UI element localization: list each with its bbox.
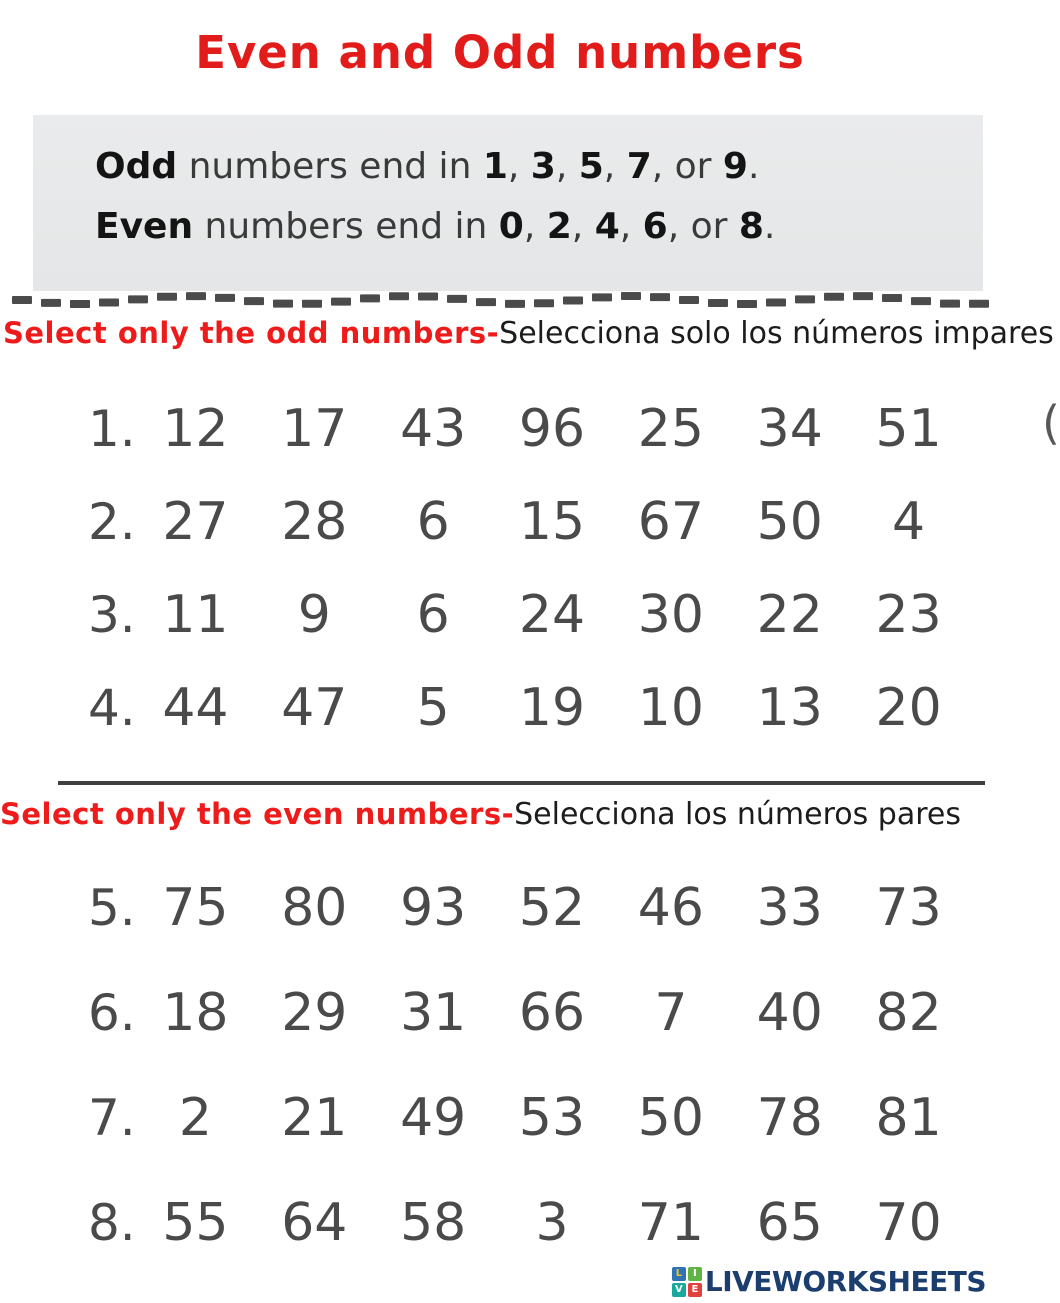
number-option[interactable]: 46 (637, 877, 704, 938)
number-option[interactable]: 21 (281, 1087, 348, 1148)
number-row (88, 568, 968, 661)
dash-mark (534, 299, 554, 307)
dash-mark (273, 300, 293, 308)
number-option[interactable]: 34 (756, 398, 823, 459)
instruction-even-spanish: Selecciona los números pares (514, 797, 961, 832)
number-option[interactable]: 47 (281, 677, 348, 738)
dash-mark (186, 292, 206, 300)
liveworksheets-icon (672, 1267, 702, 1297)
dash-mark (99, 299, 119, 307)
dash-mark (940, 300, 960, 308)
number-option[interactable]: 5 (416, 677, 450, 738)
number-option[interactable]: 75 (162, 877, 229, 938)
number-option[interactable]: 27 (162, 491, 229, 552)
odd-numbers-grid (88, 382, 1060, 754)
rules-box (33, 115, 983, 291)
number-option[interactable]: 93 (400, 877, 467, 938)
dash-mark (911, 297, 931, 305)
number-option[interactable]: 10 (637, 677, 704, 738)
number-option[interactable]: 28 (281, 491, 348, 552)
row-label: 6. (88, 983, 136, 1042)
row-label: 7. (88, 1088, 136, 1147)
number-option[interactable]: 44 (162, 677, 229, 738)
dash-mark (505, 300, 525, 308)
icon-letter-v: V (672, 1283, 686, 1297)
number-option[interactable]: 80 (281, 877, 348, 938)
page-title: Even and Odd numbers (195, 26, 805, 79)
dash-mark (969, 300, 989, 308)
dashed-cut-line (12, 290, 990, 310)
number-option[interactable]: 67 (637, 491, 704, 552)
number-option[interactable]: 9 (297, 584, 331, 645)
even-numbers-grid (88, 855, 968, 1275)
number-option[interactable]: 71 (637, 1192, 704, 1253)
dash-mark (244, 297, 264, 305)
number-option[interactable]: 13 (756, 677, 823, 738)
dash-mark (360, 294, 380, 302)
number-option[interactable]: 49 (400, 1087, 467, 1148)
number-option[interactable]: 11 (162, 584, 229, 645)
number-option[interactable]: 58 (400, 1192, 467, 1253)
number-row (88, 661, 968, 754)
number-option[interactable]: 70 (875, 1192, 942, 1253)
rules-lines (95, 137, 983, 257)
number-option[interactable]: 23 (875, 584, 942, 645)
dash-mark (418, 293, 438, 301)
number-option[interactable]: 40 (756, 982, 823, 1043)
row-label: 4. (88, 678, 136, 737)
number-option[interactable]: 81 (875, 1087, 942, 1148)
dash-mark (650, 293, 670, 301)
dash-mark (215, 294, 235, 302)
number-option[interactable]: 29 (281, 982, 348, 1043)
dash-mark (592, 293, 612, 301)
instruction-even-english: Select only the even numbers- (0, 797, 515, 831)
dash-mark (157, 293, 177, 301)
number-option[interactable]: 33 (756, 877, 823, 938)
number-option[interactable]: 52 (518, 877, 586, 938)
dash-mark (824, 293, 844, 301)
row-label: 3. (88, 585, 136, 644)
number-option[interactable]: 15 (518, 491, 586, 552)
section-divider (58, 781, 985, 785)
dash-mark (766, 299, 786, 307)
dash-mark (447, 295, 467, 303)
dash-mark (476, 298, 496, 306)
number-option[interactable]: 24 (518, 584, 586, 645)
dash-mark (12, 296, 32, 304)
number-option[interactable]: 96 (518, 398, 586, 459)
number-option[interactable]: 6 (416, 491, 450, 552)
instruction-odd-spanish: Selecciona solo los números impares (499, 316, 1054, 351)
liveworksheets-logo (672, 1265, 986, 1298)
number-option[interactable]: 65 (756, 1192, 823, 1253)
dash-mark (302, 300, 322, 308)
number-option[interactable]: 25 (637, 398, 704, 459)
dash-mark (679, 296, 699, 304)
dash-mark (70, 300, 90, 308)
number-option[interactable]: 31 (400, 982, 467, 1043)
number-row (88, 855, 968, 960)
dash-mark (737, 300, 757, 308)
instruction-odd-english: Select only the odd numbers- (3, 316, 500, 350)
number-option[interactable]: 82 (875, 982, 942, 1043)
number-row (88, 960, 968, 1065)
number-option[interactable]: 3 (535, 1192, 569, 1253)
number-option[interactable]: 12 (162, 398, 229, 459)
row-label: 2. (88, 492, 136, 551)
number-row (88, 475, 968, 568)
rule-line: Even numbers end in 0, 2, 4, 6, or 8. (95, 206, 776, 247)
dash-mark (882, 294, 902, 302)
dash-mark (708, 299, 728, 307)
clipped-number-fragment: ( (1042, 396, 1060, 450)
icon-letter-i: I (688, 1267, 702, 1281)
number-option[interactable]: 22 (756, 584, 823, 645)
dash-mark (621, 292, 641, 300)
number-option[interactable]: 73 (875, 877, 942, 938)
number-option[interactable]: 66 (518, 982, 586, 1043)
number-option[interactable]: 6 (416, 584, 450, 645)
number-option[interactable]: 53 (518, 1087, 586, 1148)
instruction-even (0, 797, 961, 832)
number-row (88, 1170, 968, 1275)
number-option[interactable]: 51 (875, 398, 942, 459)
number-option[interactable]: 20 (875, 677, 942, 738)
liveworksheets-brand-text: LIVEWORKSHEETS (704, 1265, 986, 1298)
dash-mark (795, 295, 815, 303)
row-label: 8. (88, 1193, 136, 1252)
number-option[interactable]: 64 (281, 1192, 348, 1253)
icon-letter-e: E (688, 1283, 702, 1297)
number-option[interactable]: 78 (756, 1087, 823, 1148)
number-option[interactable]: 19 (518, 677, 586, 738)
number-option[interactable]: 50 (756, 491, 823, 552)
icon-letter-l: L (672, 1267, 686, 1281)
row-label: 1. (88, 399, 136, 458)
dash-mark (563, 297, 583, 305)
rule-line: Odd numbers end in 1, 3, 5, 7, or 9. (95, 146, 760, 187)
dash-mark (389, 292, 409, 300)
number-option[interactable]: 55 (162, 1192, 229, 1253)
dash-mark (853, 292, 873, 300)
number-option[interactable]: 18 (162, 982, 229, 1043)
dash-mark (331, 298, 351, 306)
dash-mark (41, 299, 61, 307)
number-option[interactable]: 43 (400, 398, 467, 459)
dash-mark (128, 295, 148, 303)
number-option[interactable]: 2 (178, 1087, 212, 1148)
instruction-odd (3, 316, 1054, 351)
number-option[interactable]: 4 (892, 491, 926, 552)
number-option[interactable]: 17 (281, 398, 348, 459)
row-label: 5. (88, 878, 136, 937)
number-option[interactable]: 50 (637, 1087, 704, 1148)
number-option[interactable]: 30 (637, 584, 704, 645)
number-row (88, 382, 1060, 475)
number-option[interactable]: 7 (654, 982, 688, 1043)
number-row (88, 1065, 968, 1170)
